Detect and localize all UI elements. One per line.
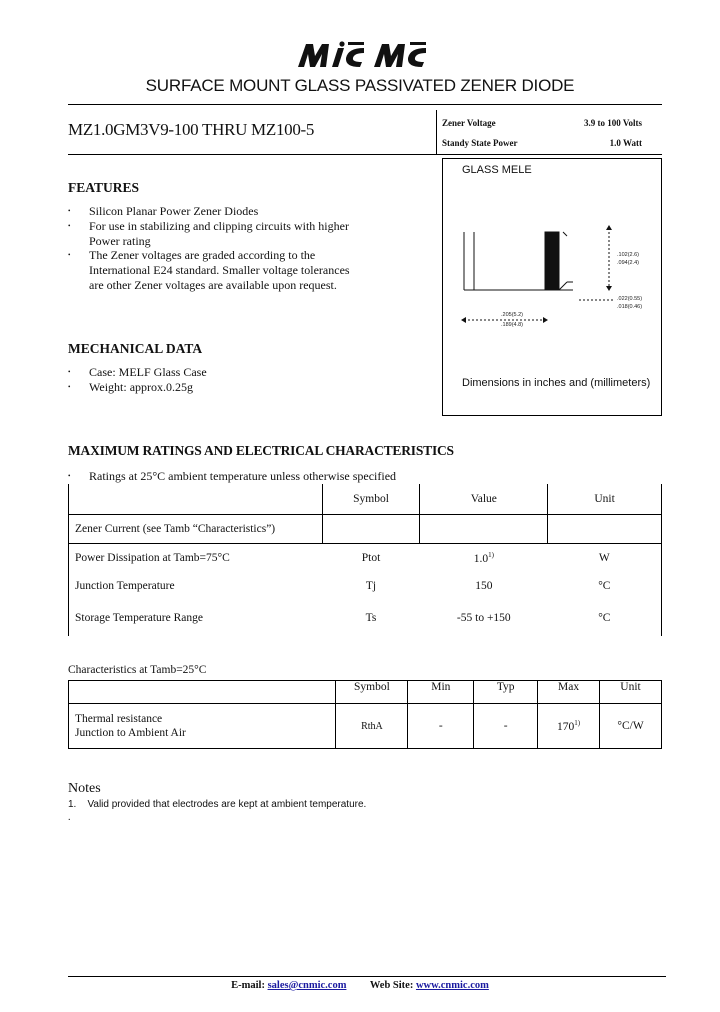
table-cell: - <box>474 704 538 749</box>
table-cell: °C/W <box>600 704 662 749</box>
table-header-row <box>69 484 662 515</box>
spec-label: Zener Voltage <box>442 118 496 128</box>
table-header: Typ <box>474 681 538 704</box>
table-cell: Power Dissipation at Tamb=75°C <box>69 544 323 573</box>
table-cell: Tj <box>365 580 377 592</box>
table-row <box>69 515 662 544</box>
table-header: Symbol <box>336 681 408 704</box>
features-heading: FEATURES <box>68 180 140 195</box>
table-cell: °C <box>548 600 662 636</box>
divider <box>436 110 437 154</box>
table-cell: Ptot <box>361 552 381 564</box>
list-item: • For use in stabilizing and clipping circuits with higher Power rating <box>68 219 408 249</box>
table-header: Symbol <box>322 484 420 515</box>
table-cell: 150 <box>475 580 493 592</box>
package-title: GLASS MELE <box>462 164 532 176</box>
list-item: • Case: MELF Glass Case <box>68 365 408 380</box>
mechanical-heading: MECHANICAL DATA <box>68 341 203 356</box>
spec-value: 1.0 Watt <box>609 138 642 148</box>
table-cell: RthA <box>336 704 408 749</box>
spec-label: Standy State Power <box>442 138 518 148</box>
email-link[interactable]: sales@cnmic.com <box>267 980 347 991</box>
email-label: E-mail: <box>231 980 265 991</box>
features-list <box>68 204 408 293</box>
table-cell: 1.0$^{1)}$ <box>473 551 494 565</box>
characteristics-caption: Characteristics at Tamb=25°C <box>68 664 207 676</box>
spec-value: 3.9 to 100 Volts <box>583 118 642 128</box>
footer <box>0 980 720 991</box>
divider <box>68 154 662 155</box>
footer-divider <box>68 976 666 977</box>
dim-label: .018(0.46) <box>617 304 643 310</box>
website-link[interactable]: www.cnmic.com <box>415 980 489 991</box>
dim-label: .189(4.8) <box>501 322 524 328</box>
package-drawing <box>443 180 659 340</box>
notes-heading: Notes <box>68 781 101 796</box>
company-logo <box>296 40 446 68</box>
footnote-ref: 1) <box>488 551 494 560</box>
table-header: Max <box>538 681 600 704</box>
table-cell <box>548 515 662 544</box>
table-header: Unit <box>600 681 662 704</box>
table-header <box>69 681 336 704</box>
dim-label: .094(2.4) <box>617 260 640 266</box>
dim-label: .205(5.2) <box>501 312 524 318</box>
characteristics-table <box>68 680 662 749</box>
list-item: • Weight: approx.0.25g <box>68 380 408 395</box>
table-header: Unit <box>548 484 662 515</box>
note-item: 1. Valid provided that electrodes are kept at ambient temperature. <box>68 799 367 810</box>
dimensions-note: Dimensions in inches and (millimeters) <box>462 377 651 389</box>
ratings-table <box>68 484 662 636</box>
table-header <box>69 484 323 515</box>
table-row <box>69 572 662 600</box>
table-header-row <box>69 681 662 704</box>
ratings-heading: MAXIMUM RATINGS AND ELECTRICAL CHARACTERISTICS <box>68 443 454 458</box>
divider <box>68 104 662 105</box>
table-row <box>69 704 662 749</box>
list-item: • Silicon Planar Power Zener Diodes <box>68 204 408 219</box>
website-label: Web Site: <box>369 980 414 991</box>
mechanical-list <box>68 365 408 395</box>
table-cell: - <box>408 704 474 749</box>
logo-text: MIC MC <box>296 40 300 41</box>
footnote-ref: 1) <box>574 719 581 728</box>
table-cell: Zener Current (see Tamb “Characteristics”) <box>69 515 323 544</box>
table-row <box>69 600 662 636</box>
table-cell: 170$^{1)}$ <box>538 704 600 749</box>
table-cell: Storage Temperature Range <box>69 600 323 636</box>
table-cell <box>322 515 420 544</box>
table-cell: Thermal resistance Junction to Ambient Air <box>69 704 336 749</box>
table-cell: -55 to +150 <box>456 612 511 624</box>
list-item: • Ratings at 25°C ambient temperature unless otherwise specified <box>68 469 568 484</box>
table-cell: W <box>548 544 662 573</box>
table-cell: Ts <box>365 612 377 624</box>
list-item: • The Zener voltages are graded according to the International E24 standard. Smaller voltage tolerances are other Zener voltages are available upon request. <box>68 248 408 292</box>
dim-label: .022(0.55) <box>617 296 643 302</box>
dim-label: .102(2.6) <box>617 252 640 258</box>
note-trailing: . <box>68 812 71 823</box>
part-number-title: MZ1.0GM3V9-100 THRU MZ100-5 <box>68 120 315 139</box>
table-header: Min <box>408 681 474 704</box>
document-title: SURFACE MOUNT GLASS PASSIVATED ZENER DIODE <box>145 76 575 95</box>
table-cell <box>420 515 548 544</box>
table-cell: Junction Temperature <box>69 572 323 600</box>
ratings-note-list <box>68 469 568 484</box>
table-row <box>69 544 662 573</box>
table-header: Value <box>420 484 548 515</box>
table-cell: °C <box>548 572 662 600</box>
